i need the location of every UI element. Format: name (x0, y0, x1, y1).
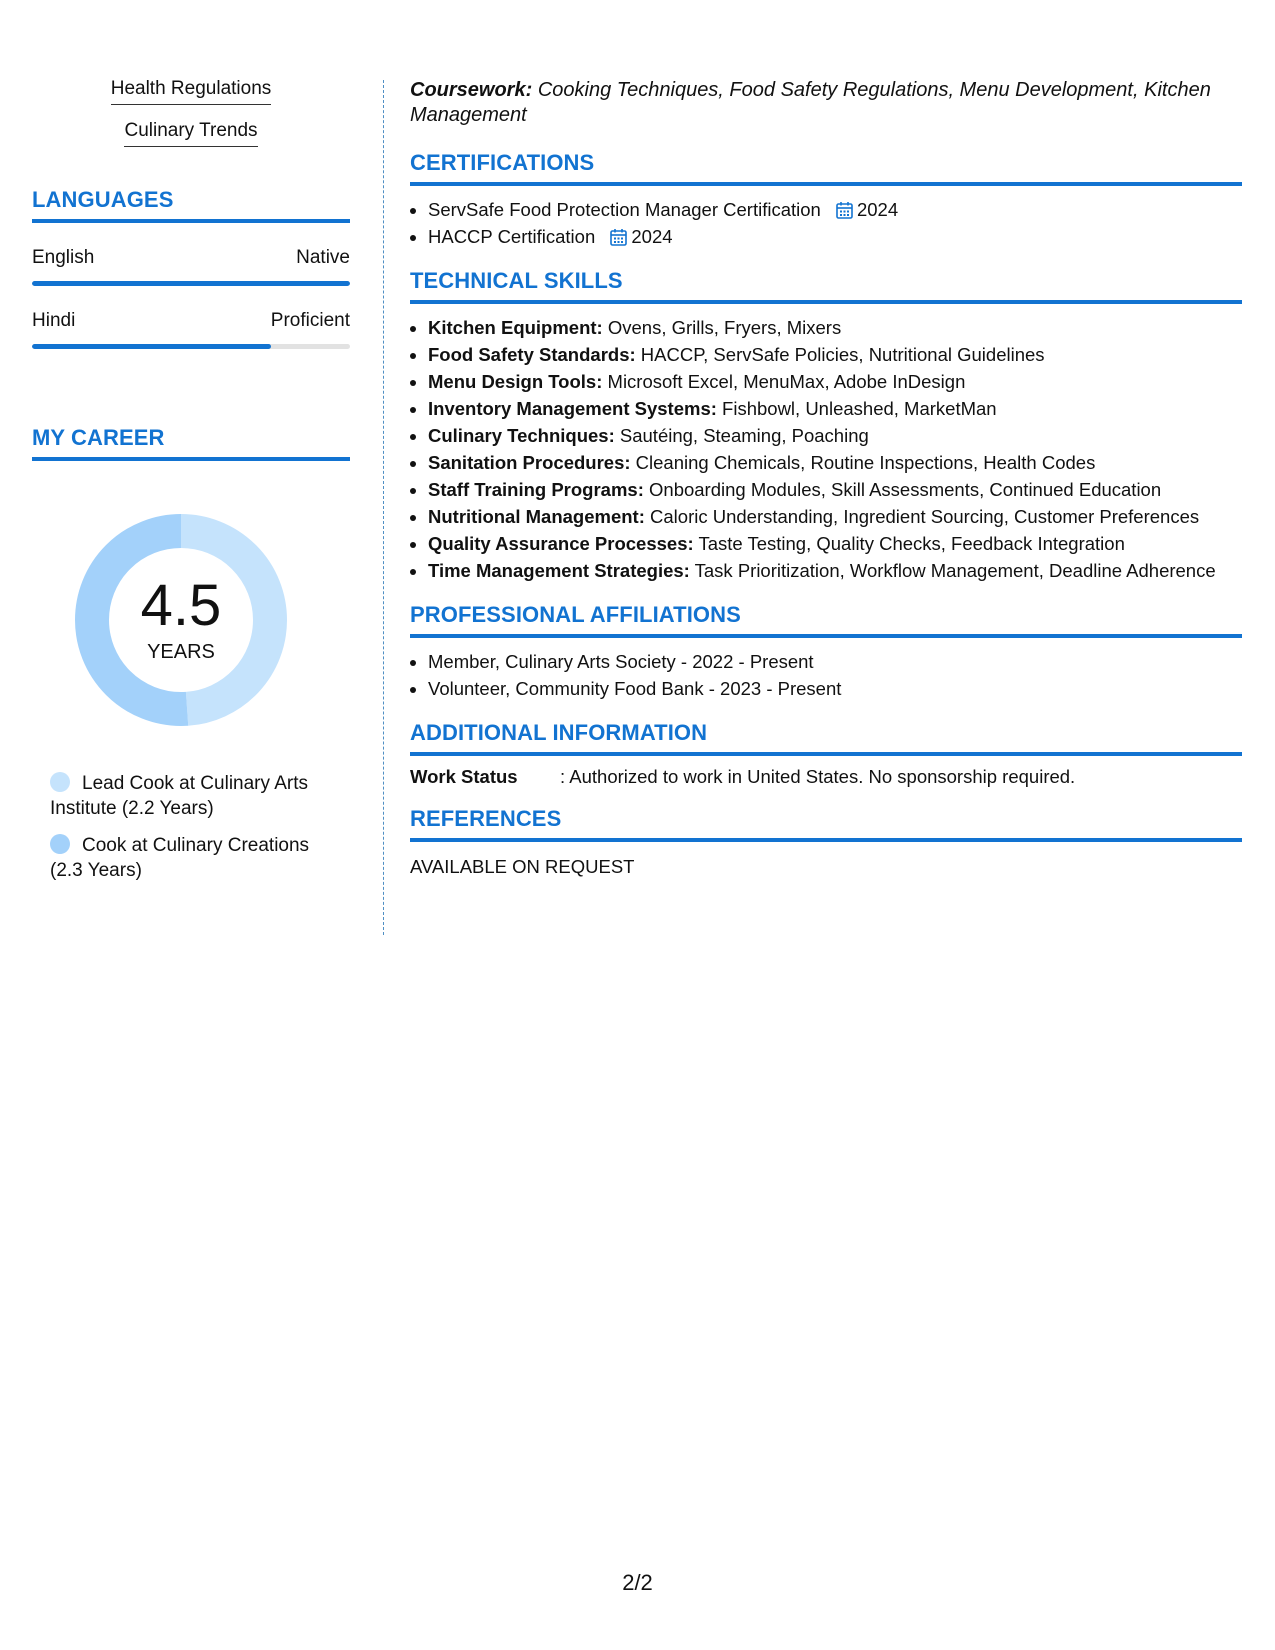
career-legend-label: Lead Cook at Culinary Arts Institute (2.2 Years) (50, 773, 309, 819)
references-text: AVAILABLE ON REQUEST (410, 856, 635, 877)
language-level: Native (296, 247, 350, 268)
coursework-label: Coursework: (410, 79, 533, 101)
career-heading: MY CAREER (32, 425, 350, 461)
technical-skill-item (428, 422, 1242, 449)
technical-skills-heading: TECHNICAL SKILLS (410, 268, 1242, 304)
technical-skill-item (428, 476, 1242, 503)
work-status-label: Work Status (410, 766, 518, 787)
language-item (32, 310, 350, 349)
affiliation-item: • Volunteer, Community Food Bank - 2023 - Present (428, 675, 1242, 702)
technical-skills-list (410, 314, 1242, 584)
technical-skill-item (428, 449, 1242, 476)
technical-skill-item (428, 368, 1242, 395)
skill-label: Culinary Techniques: (428, 425, 615, 446)
calendar-icon (836, 201, 853, 219)
skill-value: Cleaning Chemicals, Routine Inspections, Health Codes (635, 452, 1096, 473)
language-name: English (32, 247, 95, 268)
page-number: 2/2 (622, 1570, 653, 1595)
work-status-row (410, 766, 1242, 788)
certification-name: HACCP Certification (428, 226, 596, 247)
certification-item (428, 223, 1242, 250)
language-bar-fill (32, 344, 271, 349)
skill-label: Time Management Strategies: (428, 560, 690, 581)
skill-tag: Health Regulations (111, 78, 272, 105)
certifications-section (410, 150, 1242, 250)
additional-info-heading: ADDITIONAL INFORMATION (410, 720, 1242, 756)
skill-value: Fishbowl, Unleashed, MarketMan (722, 398, 997, 419)
main-content (410, 78, 1242, 896)
skill-value: Onboarding Modules, Skill Assessments, Continued Education (649, 479, 1162, 500)
sidebar (32, 78, 350, 895)
legend-dot-icon (50, 834, 70, 854)
skill-label: Quality Assurance Processes: (428, 533, 694, 554)
skill-value: Ovens, Grills, Fryers, Mixers (607, 317, 842, 338)
skill-label: Staff Training Programs: (428, 479, 644, 500)
technical-skill-item (428, 341, 1242, 368)
skill-value: HACCP, ServSafe Policies, Nutritional Guidelines (640, 344, 1045, 365)
skill-label: Inventory Management Systems: (428, 398, 717, 419)
affiliation-item: • Member, Culinary Arts Society - 2022 - Present (428, 648, 1242, 675)
career-legend-item (50, 771, 330, 821)
certification-year: 2024 (631, 226, 673, 247)
skill-label: Nutritional Management: (428, 506, 645, 527)
work-status-value: : Authorized to work in United States. No sponsorship required. (560, 766, 1076, 787)
technical-skill-item (428, 314, 1242, 341)
references-section (410, 806, 1242, 878)
career-legend (50, 771, 350, 883)
skill-value: Caloric Understanding, Ingredient Sourcing, Customer Preferences (650, 506, 1200, 527)
language-name: Hindi (32, 310, 76, 331)
additional-info-section (410, 720, 1242, 788)
skill-value: Task Prioritization, Workflow Management, Deadline Adherence (694, 560, 1216, 581)
technical-skill-item (428, 557, 1242, 584)
skill-label: Kitchen Equipment: (428, 317, 603, 338)
language-bar (32, 344, 350, 349)
sidebar-skills (32, 78, 350, 147)
certification-year: 2024 (856, 199, 899, 220)
affiliations-heading: PROFESSIONAL AFFILIATIONS (410, 602, 1242, 638)
career-donut-chart (66, 505, 296, 735)
technical-skill-item (428, 530, 1242, 557)
skill-tag: Culinary Trends (124, 120, 257, 147)
language-item (32, 247, 350, 286)
skill-label: Menu Design Tools: (428, 371, 603, 392)
language-level: Proficient (270, 310, 350, 331)
technical-skill-item (428, 395, 1242, 422)
coursework-text: Cooking Techniques, Food Safety Regulations, Menu Development, Kitchen Management (410, 79, 1211, 126)
technical-skills-section (410, 268, 1242, 584)
skill-value: Sautéing, Steaming, Poaching (619, 425, 869, 446)
languages-heading: LANGUAGES (32, 187, 350, 223)
career-legend-item (50, 833, 330, 883)
technical-skill-item (428, 503, 1242, 530)
column-divider (383, 80, 384, 935)
career-total-years: 4.5 (140, 572, 222, 638)
career-total-unit: YEARS (147, 640, 215, 663)
calendar-icon (610, 228, 627, 246)
affiliations-list (410, 648, 1242, 702)
certifications-list (410, 196, 1242, 250)
references-heading: REFERENCES (410, 806, 1242, 842)
certification-name: ServSafe Food Protection Manager Certification (428, 199, 821, 220)
skill-label: Sanitation Procedures: (428, 452, 631, 473)
skill-value: Microsoft Excel, MenuMax, Adobe InDesign (607, 371, 966, 392)
certification-item (428, 196, 1242, 223)
language-bar-fill (32, 281, 350, 286)
legend-dot-icon (50, 772, 70, 792)
skill-value: Taste Testing, Quality Checks, Feedback Integration (698, 533, 1125, 554)
skill-label: Food Safety Standards: (428, 344, 636, 365)
coursework (410, 78, 1242, 128)
certifications-heading: CERTIFICATIONS (410, 150, 1242, 186)
language-bar (32, 281, 350, 286)
career-legend-label: Cook at Culinary Creations (2.3 Years) (50, 835, 310, 881)
affiliations-section (410, 602, 1242, 702)
